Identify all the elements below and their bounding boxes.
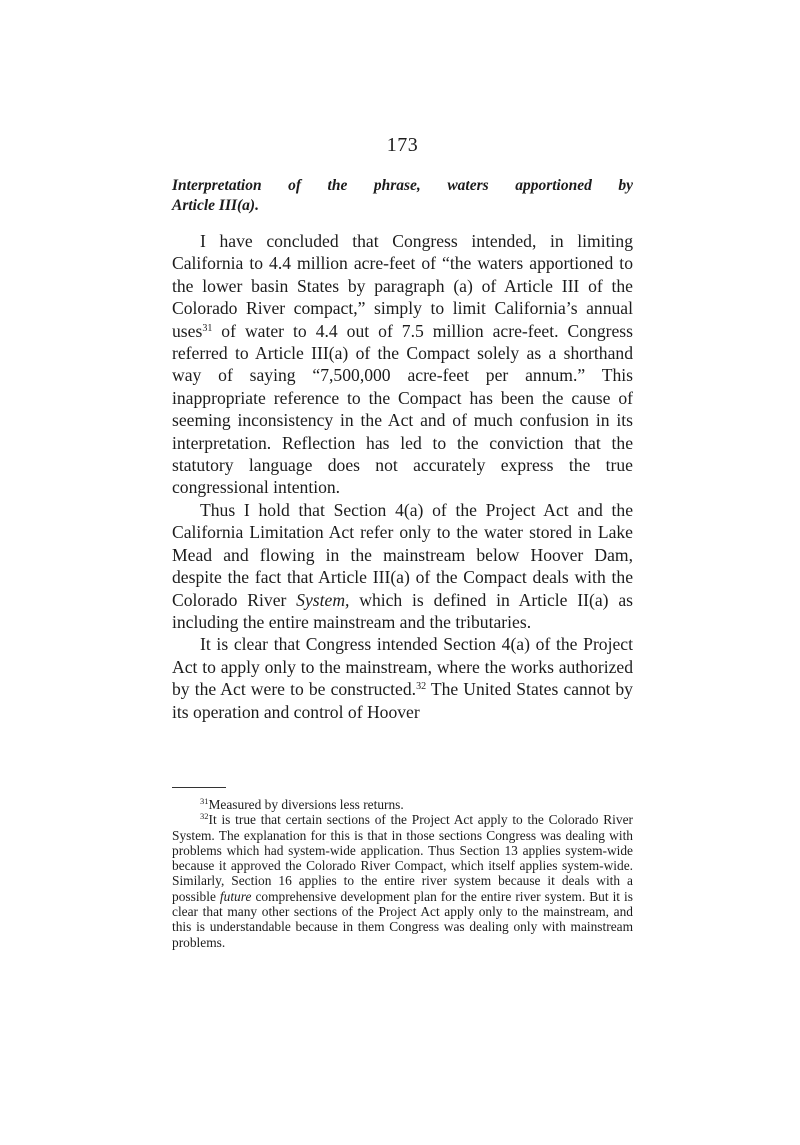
footnotes bbox=[172, 797, 633, 950]
footnote-ref-32: 32 bbox=[416, 681, 427, 693]
footnote-mark-32: 32 bbox=[200, 811, 209, 822]
emphasis-system: System, bbox=[296, 589, 350, 610]
body-text bbox=[172, 230, 633, 723]
paragraph-1: I have concluded that Congress intended, in limiting California to 4.4 million acre-feet of “the waters apportioned to the lower basin States by paragraph (a) of Article III of the Colorado River compact,” simply to limit California’s annual uses$^{31}$ of water to 4.4 out of 7.5 million acre-feet. Congress referred to Article III(a) of the Compact solely as a shorthand way of saying “7,500,000 acre-feet per annum.” This inappropriate reference to the Compact has been the cause of seeming inconsistency in the Act and of much confusion in its interpretation. Reflection has led to the conviction that the statutory language does not accurately express the true congressional intention. bbox=[172, 231, 633, 498]
section-heading bbox=[172, 176, 633, 216]
page-number: 173 bbox=[386, 134, 419, 156]
emphasis-future: future bbox=[219, 888, 252, 904]
footnote-31: $^{31}$Measured by diversions less returns. bbox=[200, 796, 404, 812]
footnote-divider bbox=[172, 787, 226, 788]
paragraph-3: It is clear that Congress intended Section 4(a) of the Project Act to apply only to the mainstream, where the works authorized by the Act were to be constructed.$^{32}$ The United States cannot by its operation and control of Hoover bbox=[172, 634, 633, 722]
section-heading-line-1: Interpretation of the phrase, waters apportioned by bbox=[172, 177, 633, 194]
footnote-mark-31: 31 bbox=[200, 796, 209, 806]
section-heading-line-2: Article III(a). bbox=[172, 197, 259, 214]
footnote-ref-31: 31 bbox=[202, 322, 213, 334]
paragraph-2: Thus I hold that Section 4(a) of the Project Act and the California Limitation Act refer only to the water stored in Lake Mead and flowing in the mainstream below Hoover Dam, despite the fact that Article III(a) of the Compact deals with the Colorado River System, which is defined in Article II(a) as including the entire mainstream and the tributaries. bbox=[172, 499, 633, 632]
footnote-32: $^{32}$It is true that certain sections of the Project Act apply to the Colorado River System. The explanation for this is that in those sections Congress was dealing with problems which had system-wide application. Thus Section 13 applies system-wide because it approved the Colorado River Compact, which itself applies system-wide. Similarly, Section 16 applies to the entire river system because it deals with a possible future comprehensive development plan for the entire river system. But it is clear that many other sections of the Project Act apply only to the mainstream, and this is understandable because in them Congress was dealing only with mainstream problems. bbox=[172, 811, 633, 950]
